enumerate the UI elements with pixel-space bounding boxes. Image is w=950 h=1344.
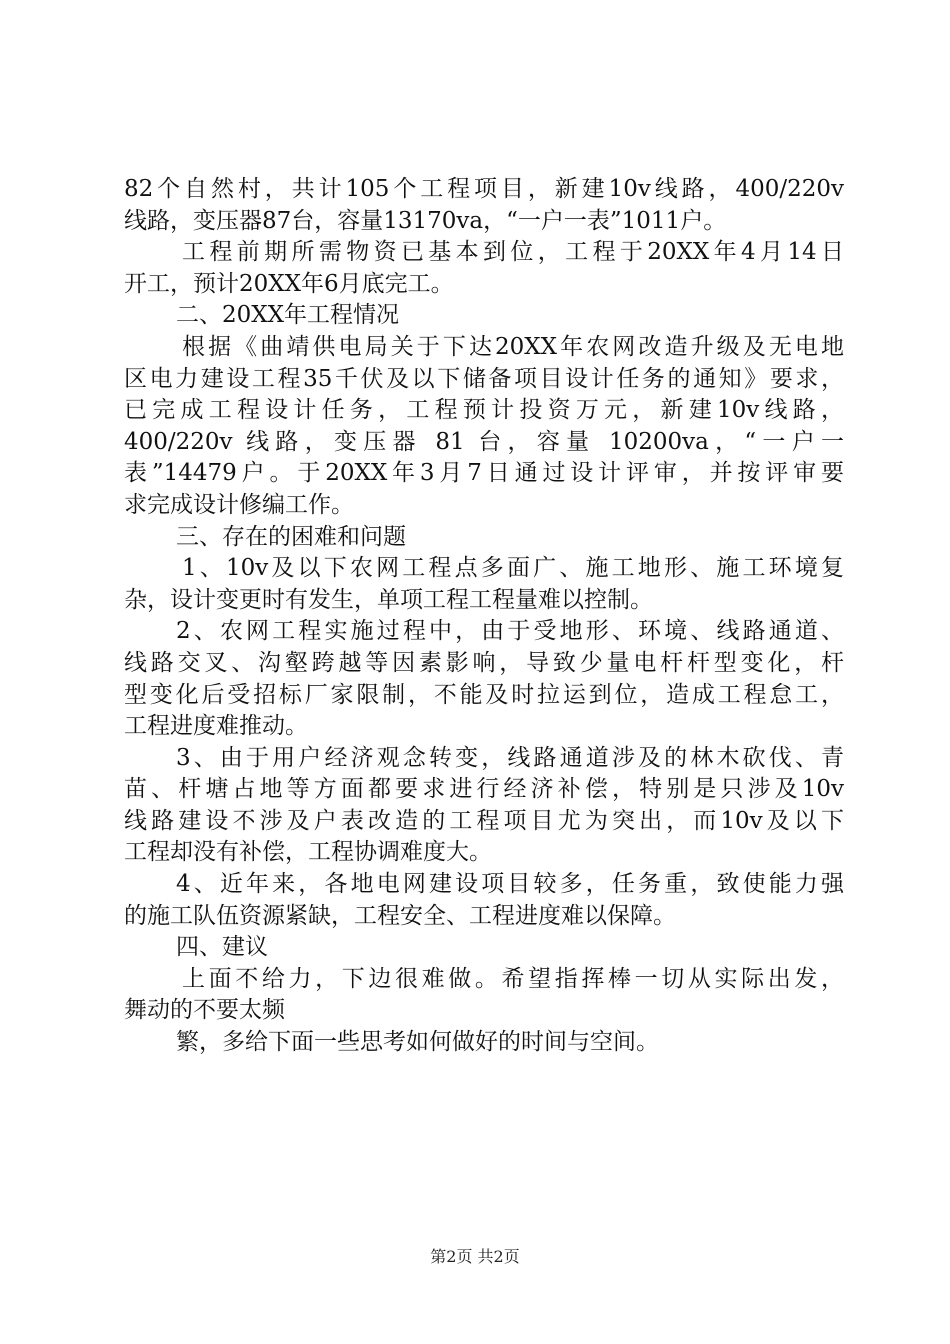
text-line: 2、农网工程实施过程中，由于受地形、环境、线路通道、 [176, 618, 844, 645]
document-body [124, 174, 844, 1059]
text-line: 线路，变压器87台，容量13170va，“一户一表”1011户。 [124, 207, 727, 234]
text-line: 三、存在的困难和问题 [176, 523, 406, 550]
text-line: 工程却没有补偿，工程协调难度大。 [124, 839, 492, 866]
page-footer: 第2页 共2页 [430, 1247, 520, 1266]
text-line: 表”14479户。于20XX年3月7日通过设计评审，并按评审要 [124, 460, 844, 487]
text-line: 四、建议 [176, 934, 268, 961]
text-line: 求完成设计修编工作。 [124, 491, 354, 518]
text-line: 杂，设计变更时有发生，单项工程工程量难以控制。 [124, 586, 653, 613]
text-line: 线路建设不涉及户表改造的工程项目尤为突出，而10v及以下 [124, 807, 844, 834]
text-line: 的施工队伍资源紧缺，工程安全、工程进度难以保障。 [124, 902, 676, 929]
text-line: 4、近年来，各地电网建设项目较多，任务重，致使能力强 [176, 871, 844, 898]
text-line: 二、20XX年工程情况 [176, 302, 400, 329]
text-line: 82个自然村，共计105个工程项目，新建10v线路，400/220v [124, 176, 844, 202]
text-line: 1、10v及以下农网工程点多面广、施工地形、施工环境复 [182, 555, 844, 582]
text-line: 工程进度难推动。 [124, 713, 308, 740]
text-line: 上面不给力，下边很难做。希望指挥棒一切从实际出发， [182, 965, 844, 992]
text-line: 区电力建设工程35千伏及以下储备项目设计任务的通知》要求， [124, 365, 844, 392]
text-line: 400/220v 线路，变压器 81 台，容量 10200va，“一户一 [124, 428, 844, 455]
text-line: 根据《曲靖供电局关于下达20XX年农网改造升级及无电地 [182, 333, 844, 360]
text-line: 型变化后受招标厂家限制，不能及时拉运到位，造成工程怠工， [124, 681, 844, 708]
text-line: 线路交叉、沟壑跨越等因素影响，导致少量电杆杆型变化，杆 [124, 649, 844, 676]
text-line: 已完成工程设计任务，工程预计投资万元，新建10v线路， [124, 397, 844, 424]
text-line: 工程前期所需物资已基本到位，工程于20XX年4月14日 [182, 239, 844, 266]
text-line: 苗、杆塘占地等方面都要求进行经济补偿，特别是只涉及10v [124, 776, 844, 803]
text-line: 3、由于用户经济观念转变，线路通道涉及的林木砍伐、青 [176, 744, 844, 771]
text-line: 开工，预计20XX年6月底完工。 [124, 270, 454, 297]
text-line: 繁，多给下面一些思考如何做好的时间与空间。 [176, 1029, 659, 1056]
text-line: 舞动的不要太频 [124, 997, 285, 1024]
